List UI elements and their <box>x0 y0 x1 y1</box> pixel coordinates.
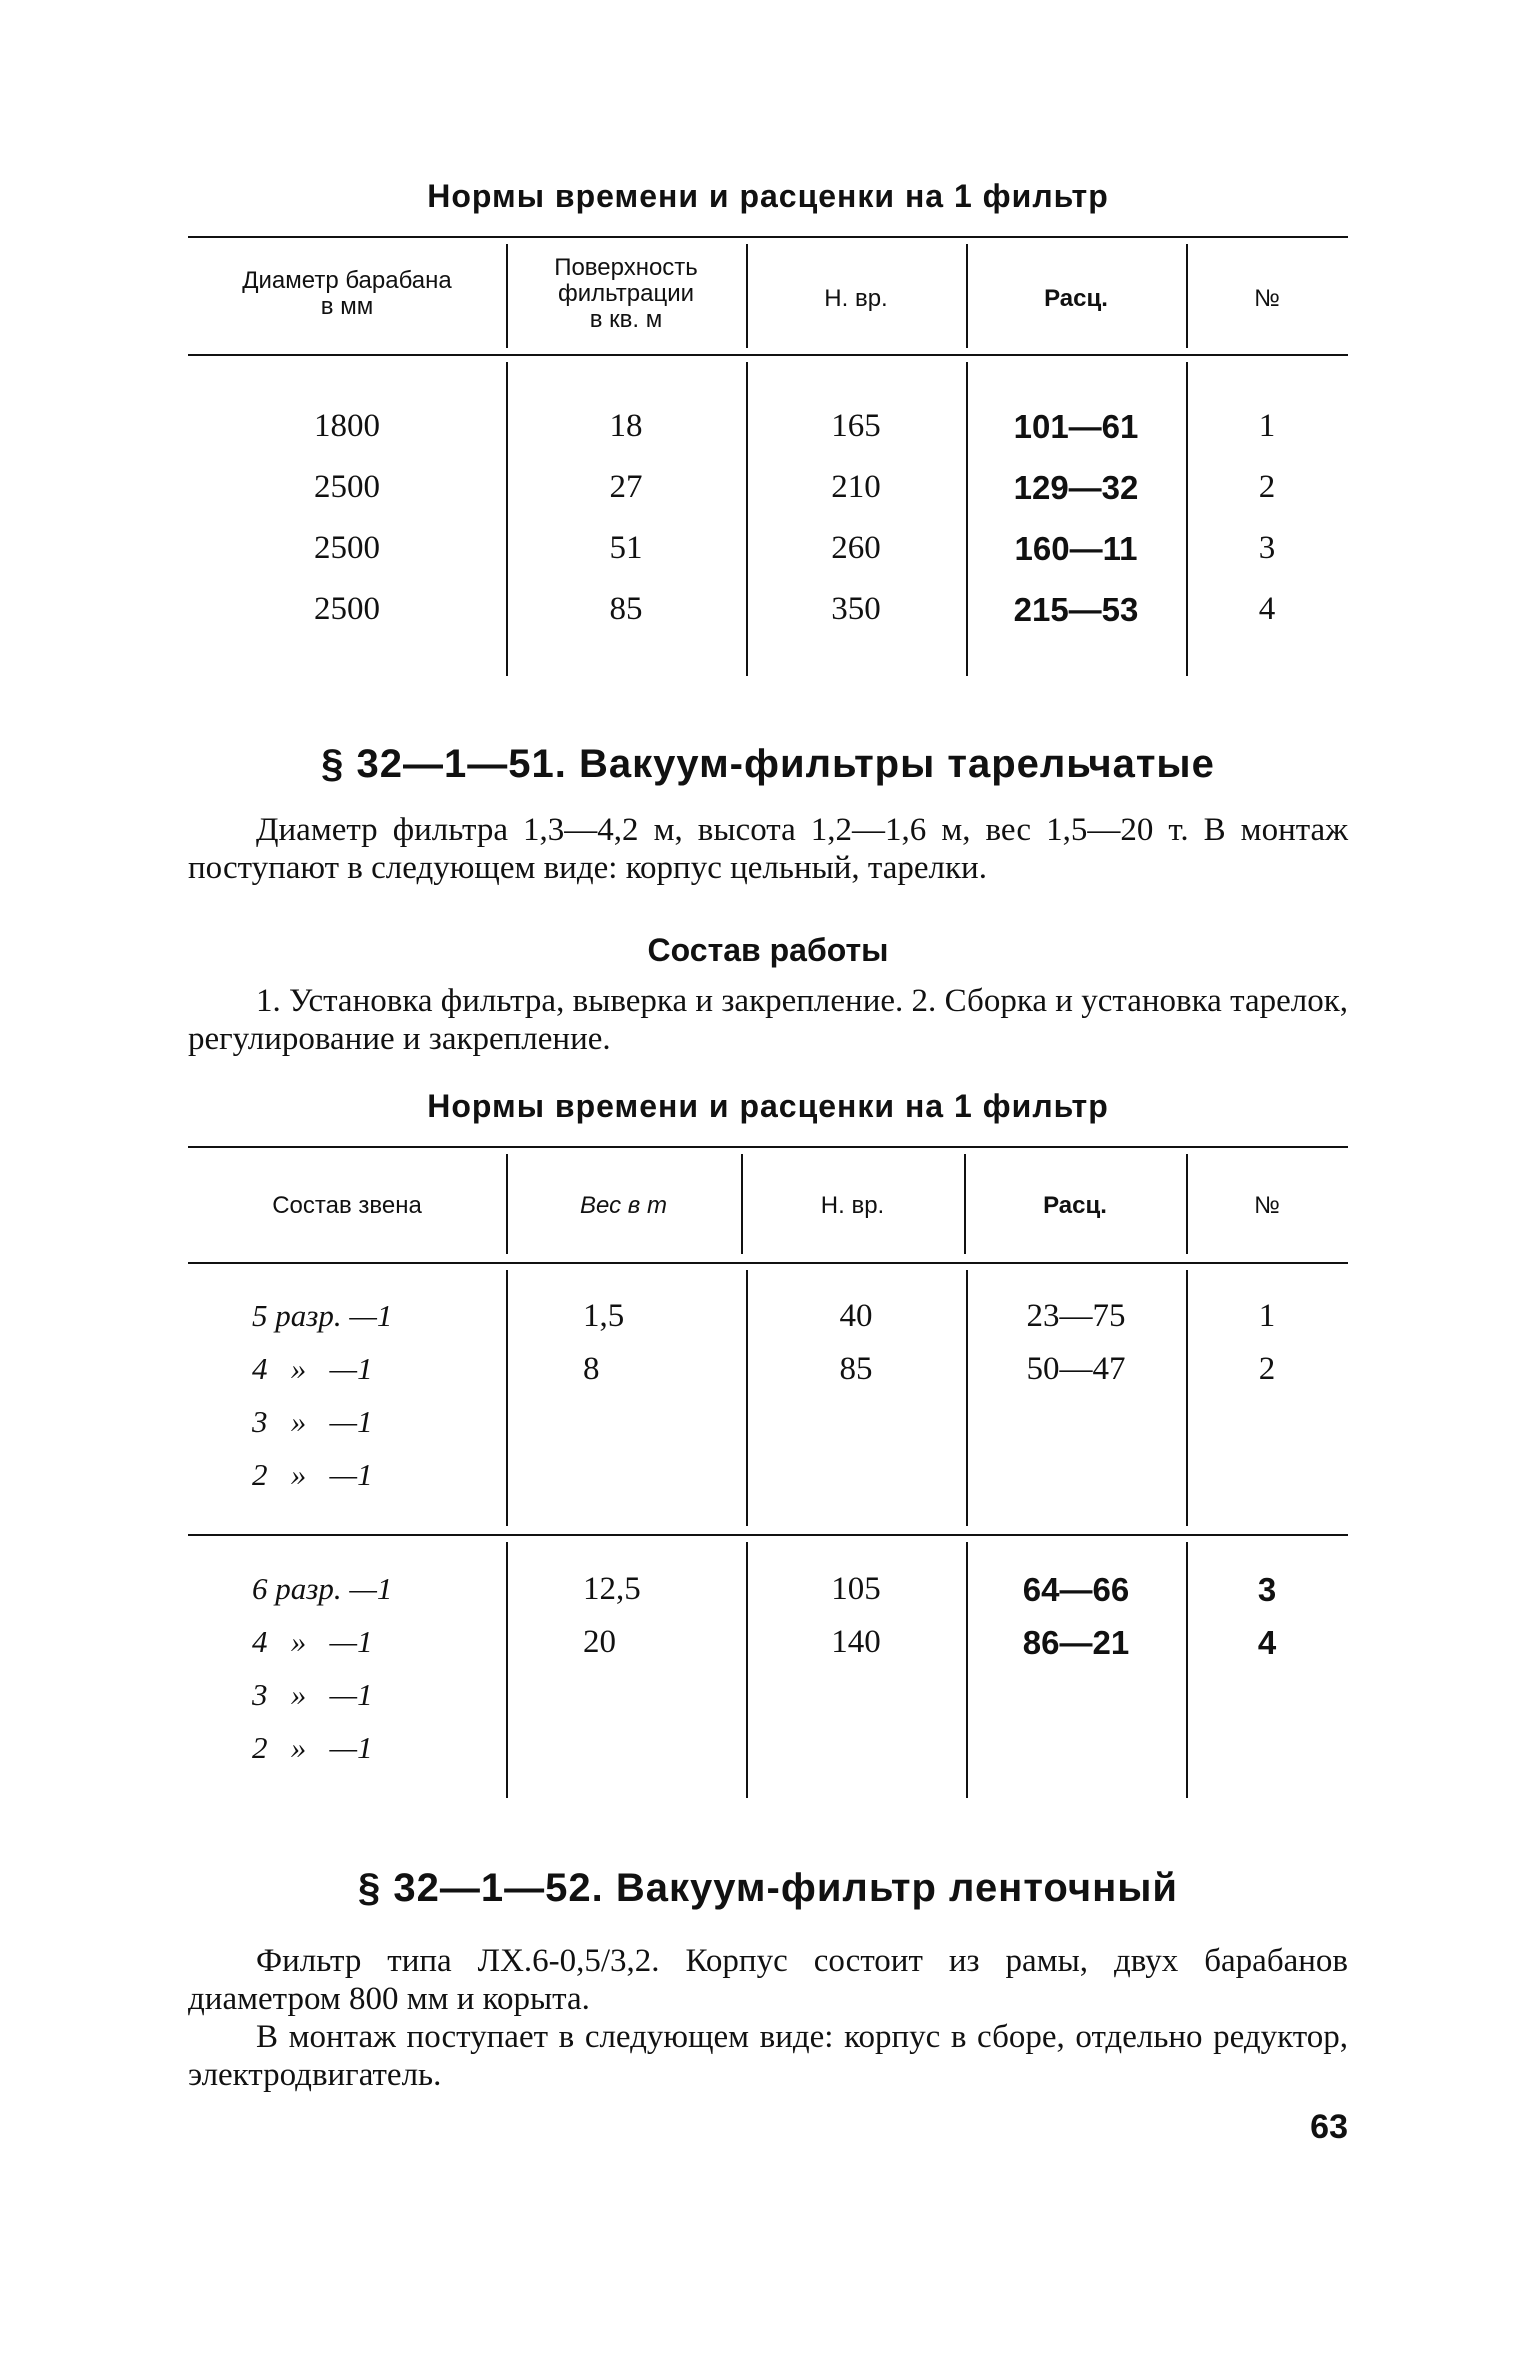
table2-cell-weight: 1,5 <box>583 1298 625 1334</box>
table2-cell-norm: 140 <box>831 1624 881 1660</box>
table1-header-surface: Поверхность фильтрации в кв. м <box>554 254 698 333</box>
table1-cell-no: 1 <box>1258 408 1276 444</box>
table2-group-rule <box>188 1534 1348 1536</box>
table1-header-rule <box>188 354 1348 356</box>
section-52-paragraph: В монтаж поступает в следующем виде: корпус в сборе, отдельно редуктор, электродвигатель. <box>188 2019 1348 2093</box>
table2-crew-line: 3 » —1 <box>252 1677 373 1712</box>
table2-cell-weight: 20 <box>583 1624 616 1660</box>
table1-cell-price: 160—11 <box>1014 530 1138 567</box>
table2-cell-no: 3 <box>1257 1571 1277 1608</box>
table2-cell-weight: 8 <box>583 1351 600 1387</box>
table2-cell-weight: 12,5 <box>583 1571 641 1607</box>
table2-crew-line: 4 » —1 <box>252 1624 373 1659</box>
table1-cell-price: 215—53 <box>1013 591 1139 628</box>
table2-caption: Нормы времени и расценки на 1 фильтр <box>427 1088 1109 1124</box>
table2-cell-price: 86—21 <box>1022 1624 1130 1661</box>
table2-cell-no: 4 <box>1257 1624 1277 1661</box>
table1-cell-norm: 350 <box>831 591 881 627</box>
table1-top-rule <box>188 236 1348 238</box>
table2-crew-line: 3 » —1 <box>252 1404 373 1439</box>
work-composition-text <box>188 982 1348 1058</box>
section-51-title: § 32—1—51. Вакуум-фильтры тарельчатые <box>321 742 1215 786</box>
table2-top-rule <box>188 1146 1348 1148</box>
table2-crew-line: 5 разр. —1 <box>252 1298 393 1333</box>
table1-header-no: № <box>1254 285 1280 312</box>
table1-cell-diameter: 2500 <box>314 469 380 505</box>
table2-vline <box>506 1542 508 1798</box>
table2-header-norm: Н. вр. <box>820 1192 885 1219</box>
section-51-text <box>188 811 1348 887</box>
table2-cell-norm: 105 <box>831 1571 881 1607</box>
table1-cell-norm: 165 <box>831 408 881 444</box>
table2-cell-price: 50—47 <box>1026 1351 1126 1387</box>
section-51-paragraph: Диаметр фильтра 1,3—4,2 м, высота 1,2—1,6 м, вес 1,5—20 т. В монтаж поступают в следующем виде: корпус цельный, тарелки. <box>188 812 1348 886</box>
section-52-title: § 32—1—52. Вакуум-фильтр ленточный <box>358 1866 1178 1910</box>
table1-caption: Нормы времени и расценки на 1 фильтр <box>427 178 1109 214</box>
table2-cell-norm: 40 <box>839 1298 873 1334</box>
table2-cell-no: 2 <box>1258 1351 1276 1387</box>
table1-cell-no: 4 <box>1258 591 1276 627</box>
section-52-text <box>188 1942 1348 2094</box>
table1-cell-diameter: 1800 <box>314 408 380 444</box>
table2-cell-no: 1 <box>1258 1298 1276 1334</box>
table1-cell-diameter: 2500 <box>314 530 380 566</box>
table2-crew-line: 2 » —1 <box>252 1457 373 1492</box>
table2-crew-line: 6 разр. —1 <box>252 1571 393 1606</box>
table1-cell-surface: 51 <box>609 530 643 566</box>
table2-crew-line: 2 » —1 <box>252 1730 373 1765</box>
table2-header-weight: Вес в т <box>580 1192 667 1219</box>
table1-cell-price: 101—61 <box>1013 408 1139 445</box>
table2-header-price: Расц. <box>1043 1192 1107 1219</box>
table1-header-norm: Н. вр. <box>824 285 888 312</box>
table1-cell-diameter: 2500 <box>314 591 380 627</box>
table1-cell-no: 2 <box>1258 469 1276 505</box>
section-52-paragraph: Фильтр типа ЛХ.6-0,5/3,2. Корпус состоит из рамы, двух барабанов диаметром 800 мм и корыта. <box>188 1943 1348 2017</box>
table2-header-crew: Состав звена <box>272 1192 422 1219</box>
table2-crew-line: 4 » —1 <box>252 1351 373 1386</box>
page-number: 63 <box>1310 2108 1348 2146</box>
table2-cell-norm: 85 <box>839 1351 873 1387</box>
table1-header-diameter: Диаметр барабана в мм <box>242 267 452 320</box>
table1-cell-surface: 85 <box>609 591 643 627</box>
table1-cell-surface: 27 <box>609 469 643 505</box>
work-composition-title: Состав работы <box>647 932 889 968</box>
table2-header-no: № <box>1254 1192 1280 1219</box>
work-composition-paragraph: 1. Установка фильтра, выверка и закрепление. 2. Сборка и установка тарелок, регулирование и закрепление. <box>188 983 1348 1057</box>
table1-cell-norm: 260 <box>831 530 881 566</box>
table1-cell-price: 129—32 <box>1013 469 1139 506</box>
table1-cell-surface: 18 <box>609 408 643 444</box>
table1-header-price: Расц. <box>1044 285 1108 312</box>
table1-cell-norm: 210 <box>831 469 881 505</box>
table2-vline <box>506 1270 508 1526</box>
table2-cell-price: 23—75 <box>1026 1298 1126 1334</box>
table1-cell-no: 3 <box>1258 530 1276 566</box>
table2-cell-price: 64—66 <box>1022 1571 1130 1608</box>
table2-header-rule <box>188 1262 1348 1264</box>
